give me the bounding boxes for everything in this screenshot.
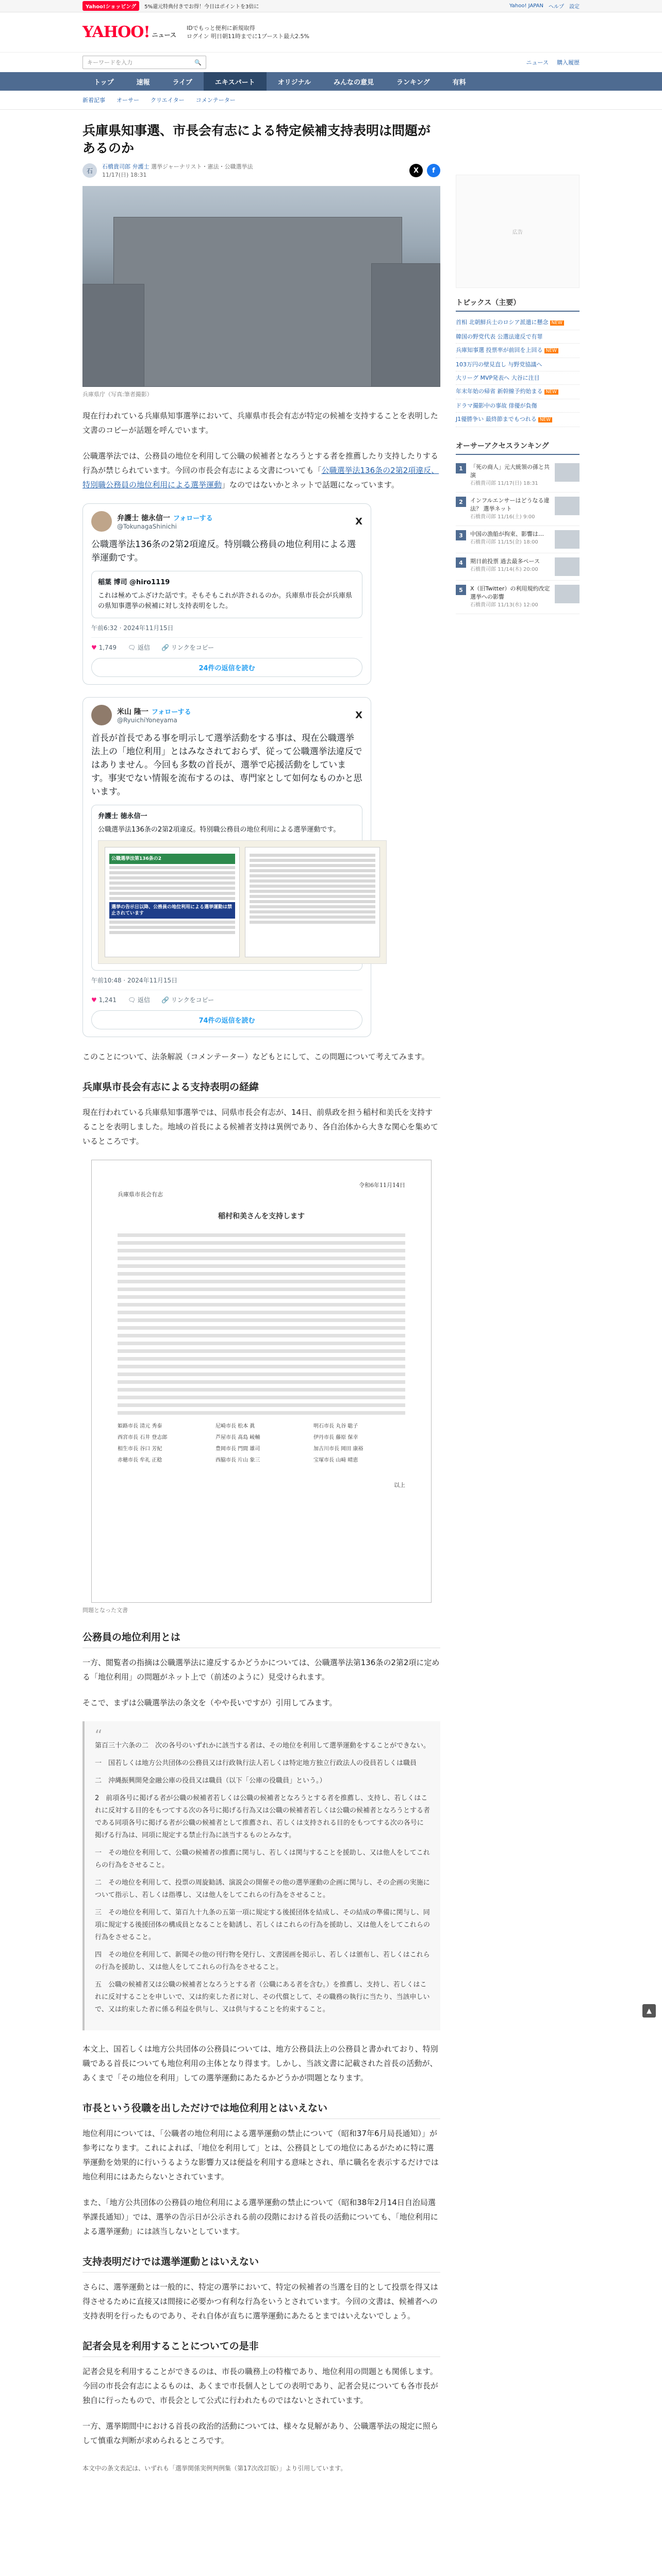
reply-icon: 🗨 [127,644,136,651]
ranking-thumbnail [555,497,580,515]
search-input[interactable]: キーワードを入力 🔍 [82,56,206,69]
paragraph-8: 地位利用については、「公職者の地位利用による選挙運動の禁止について（昭和37年6月局長通知）」が参考になります。これによれば、「地位を利用して」とは、公務員としての地位にあるがために特に選挙運動を効果的に行いうるような影響力又は便益を利用する意味とされ、単に職名を表示するだけでは地位利用にはあたらないとされています。 [82,2129,439,2181]
ranking-item[interactable]: 3 中国の漁船が拘束、影響は… 石橋貴司郎 11/15(金) 18:00 [456,526,580,553]
nav-original[interactable]: オリジナル [277,78,311,87]
copy-link-action[interactable]: 🔗 リンクをコピー [161,644,214,651]
reply-icon: 🗨 [127,996,136,1004]
tweet-handle[interactable]: @RyuichiYoneyama [117,717,177,724]
search-icon[interactable]: 🔍 [194,59,202,66]
copy-link-action[interactable]: 🔗 リンクをコピー [161,996,214,1004]
yahoo-news-logo[interactable]: YAHOO! ニュース [82,23,176,41]
embedded-tweet-2 [82,697,371,1037]
section-heading-5: 記者会見を利用することについての是非 [82,2338,440,2357]
heart-icon: ♥ [91,643,97,651]
tweet-time[interactable]: 午前6:32 · 2024年11月15日 [91,623,362,638]
article-date: 11/17(日) 18:31 [102,172,147,178]
facebook-share-icon[interactable]: f [427,164,440,177]
subnav-new[interactable]: 新着記事 [82,97,105,104]
subnav-author[interactable]: オーサー [117,97,139,104]
ranking-heading: オーサーアクセスランキング [456,437,580,455]
paragraph-2: 公職選挙法では、公務員の地位を利用して公職の候補者となろうとする者を推薦したり支持したりする行為が禁じられています。今回の市長会有志による文書についても「公職選挙法136条の2第2項違反、特別職公務員の地位利用による選挙運動」なのではないかとネットで話題になっています。 [82,451,439,489]
link-icon: 🔗 [161,644,169,651]
promo-text[interactable]: 5%還元特典付きでお得！今日はポイントを3倍に [144,4,259,10]
tweet-text: 公職選挙法136条の2第2項違反。特別職公務員の地位利用による選挙運動です。 [91,539,356,563]
reply-action[interactable]: 🗨 返信 [127,644,151,651]
nav-opinion[interactable]: みんなの意見 [333,78,374,87]
ranking-thumbnail [555,585,580,603]
paragraph-5: 一方、閲覧者の指摘は公職選挙法に違反するかどうかについては、公職選挙法第136条の2第2項に定める「地位利用」の問題がネット上で（前述のように）見受けられます。 [82,1658,440,1682]
link-icon: 🔗 [161,996,169,1004]
nav-paid[interactable]: 有料 [452,78,466,87]
ranking-item[interactable]: 5 X（旧Twitter）の利用規約改定 選挙への影響 石橋貴司郎 11/13(水) 12:00 [456,581,580,614]
x-share-icon[interactable]: X [409,164,423,177]
ranking-list [456,459,580,614]
settings-link[interactable]: 設定 [569,4,580,10]
topics-list [456,316,580,427]
nav-expert[interactable]: エキスパート [204,72,267,91]
topic-item[interactable]: 首相 北朝鮮兵士のロシア派遣に懸念 NEW [456,316,580,330]
login-notice[interactable]: IDでもっと便利に新規取得 ログイン 明日朝11時までに1ブースト最大2.5% [186,24,309,40]
purchase-history-link[interactable]: 購入履歴 [557,59,580,66]
author-avatar[interactable]: 石 [82,163,97,178]
topic-item[interactable]: 兵庫知事選 投票率が前回を上回る NEW [456,344,580,358]
paragraph-12: 一方、選挙期間中における首長の政治的活動については、様々な見解があり、公職選挙法の規定に照らして慎重な判断が求められるところです。 [82,2421,438,2445]
follow-button[interactable]: フォローする [151,708,191,716]
article-meta [82,162,440,179]
paragraph-3: このことについて、法条解説（コメンテーター）などもとにして、この問題について考えてみます。 [82,1052,429,1061]
site-header [0,12,662,53]
author-role: 選挙ジャーナリスト・憲法・公職選挙法 [151,163,253,170]
topics-heading: トピックス（主要） [456,294,580,312]
topic-item[interactable]: 年末年始の帰省 新幹線予約始まる NEW [456,385,580,399]
ranking-item[interactable]: 4 期日前投票 過去最多ペース 石橋貴司郎 11/14(木) 20:00 [456,553,580,581]
quoted-tweet[interactable]: 弁護士 徳永信一 公職選挙法136条の2第2項違反。特別職公務員の地位利用による選挙運動です。 公職選挙法第136条の2 選挙の告示日以降、公務員の地位利用による選挙運動は禁止されています [91,805,362,971]
section-heading-2: 公務員の地位利用とは [82,1630,440,1648]
tweet-handle[interactable]: @TokunagaShinichi [117,523,177,530]
top-utility-bar [0,0,662,12]
paragraph-1: 現在行われている兵庫県知事選挙において、兵庫県市長会有志が特定の候補を支持することを表明した文書のコピーが話題を呼んでいます。 [82,411,438,435]
like-action[interactable]: ♥ 1,749 [91,643,117,651]
ranking-thumbnail [555,557,580,576]
topic-item[interactable]: ドラマ撮影中の事故 俳優が負傷 [456,399,580,413]
section-heading-4: 支持表明だけでは選挙運動とはいえない [82,2254,440,2273]
topic-item[interactable]: 大リーグ MVP発表へ 大谷に注目 [456,371,580,385]
nav-breaking[interactable]: 速報 [136,78,150,87]
nav-ranking[interactable]: ランキング [396,78,430,87]
paragraph-7: 本文上、国若しくは地方公共団体の公務員については、地方公務員法上の公務員と書かれており、特別職である首長についても地位利用の主体となり得ます。しかし、当該文書に記載された首長の活動が、あくまで「その地位を利用」しての選挙運動にあたるかどうかが問題となります。 [82,2044,438,2082]
ranking-thumbnail [555,530,580,549]
topic-item[interactable]: 103万円の壁見直し 与野党協議へ [456,358,580,371]
section-heading-1: 兵庫県市長会有志による支持表明の経緯 [82,1079,440,1098]
quote-mark-icon: “ [95,1726,103,1743]
nav-top[interactable]: トップ [94,78,114,87]
article-photo [82,186,440,387]
read-replies-button[interactable]: 24件の返信を読む [91,658,362,677]
x-logo-icon[interactable]: X [355,516,362,527]
heart-icon: ♥ [91,996,97,1004]
paragraph-4: 現在行われている兵庫県知事選挙では、同県市長会有志が、14日、前県政を担う稲村和美氏を支持することを表明しました。地域の首長による候補者支持は異例であり、各自治体から大きな関心を集めているところです。 [82,1108,439,1146]
author-name[interactable]: 石橋貴司郎 弁護士 [102,163,150,170]
help-link[interactable]: ヘルプ [549,4,564,10]
sub-nav [0,91,662,110]
ranking-thumbnail [555,463,580,482]
like-action[interactable]: ♥ 1,241 [91,996,117,1004]
law-quote-block: “ 第百三十六条の二 次の各号のいずれかに該当する者は、その地位を利用して選挙運動をすることができない。 一 国若しくは地方公共団体の公務員又は行政執行法人若しくは特定地方独立行政法人の役員若しくは職員 二 沖縄振興開発金融公庫の役員又は職員（以下「公庫の役職員」という。） 2 前項各号に掲げる者が公職の候補者若しくは公職の候補者となろうとする者を推薦し、支持し、若しくはこれに反対する目的をもつてする次の各号に掲げる行為又は公職の候補者若しくは公職の候補者となろうとする者である同項各号に掲げる者が公職の候補者として推薦され、若しくは支持される目的をもつてする次の各号に掲げる行為は、同項に規定する禁止行為に該当するものとみなす。 一 その地位を利用して、公職の候補者の推薦に関与し、若しくは関与することを援助し、又は他人をしてこれらの行為をさせること。 二 その地位を利用して、投票の周旋勧誘、演説会の開催その他の選挙運動の企画に関与し、その企画の実施について指示し、若しくは指導し、又は他人をしてこれらの行為をさせること。 三 その地位を利用して、第百九十九条の五第一項に規定する後援団体を結成し、その結成の準備に関与し、同項に規定する後援団体の構成員となることを勧誘し、若しくはこれらの行為を援助し、又は他人をしてこれらの行為をさせること。 四 その地位を利用して、新聞その他の刊行物を発行し、文書図画を掲示し、若しくは頒布し、若しくはこれらの行為を援助し、又は他人をしてこれらの行為をさせること。 五 公職の候補者又は公職の候補者となろうとする者（公職にある者を含む。）を推薦し、支持し、若しくはこれに反対することを申しいで、又は約束した者に対し、その代償として、その職務の執行に当たり、当該申しいで、又は約束した者に係る利益を供与し、又は供与することを約束すること。 [82,1721,440,2030]
read-replies-button[interactable]: 74件の返信を読む [91,1010,362,1029]
tweet-avatar[interactable] [91,511,112,532]
ranking-item[interactable]: 2 インフルエンサーはどうなる違法？ 選挙ネット 石橋貴司郎 11/16(土) 9:00 [456,493,580,526]
nav-live[interactable]: ライブ [172,78,192,87]
yahoo-japan-link[interactable]: Yahoo! JAPAN [509,3,543,9]
x-logo-icon[interactable]: X [355,709,362,721]
search-row [0,53,662,72]
reply-action[interactable]: 🗨 返信 [127,996,151,1004]
shopping-brand-link[interactable]: Yahoo!ショッピング [82,1,139,11]
news-link[interactable]: ニュース [526,59,549,66]
follow-button[interactable]: フォローする [173,515,213,522]
tweet-time[interactable]: 午前10:48 · 2024年11月15日 [91,976,362,990]
sidebar-ad[interactable]: 広告 [456,175,580,288]
quoted-tweet[interactable]: 稲葉 博司 @hiro1119 これは極めてふざけた話です。そもそもこれが許されるのか。兵庫県市長会が兵庫県の県知事選挙の候補に対し支持表明をした。 [91,571,362,618]
letter-document-image: 令和6年11月14日 兵庫県市長会有志 稲村和美さんを支持します 姫路市長 清元 秀泰 尼崎市長 松本 眞 明石市長 丸谷 聡子 西宮市長 石井 登志郎 芦屋市長 髙島 崚輔 伊丹市長 藤原 保幸 相生市長 谷口 芳紀 豊岡市長 門間 雄司 加古川市長 岡田 康裕 赤穂市長 牟礼 正稔 西脇市長 片山 象三 宝塚市長 山﨑 晴恵 以上 [91,1160,432,1603]
topic-item[interactable]: 韓国の野党代表 公選法違反で有罪 [456,330,580,344]
law-link[interactable]: 公職選挙法136条の2第2項違反、特別職公務員の地位利用による選挙運動 [82,466,439,489]
section-heading-3: 市長という役職を出しただけでは地位利用とはいえない [82,2100,440,2119]
tweet-author[interactable]: 米山 隆一 [117,708,148,716]
main-nav [0,72,662,91]
paragraph-11: 記者会見を利用することができるのは、市長の職務上の特権であり、地位利用の問題とも関係します。今回の市長会有志によるものは、あくまで市長個人としての表明であり、記者会見についても各市長が独自に行ったもので、市長会として公式に行われたものではないとされています。 [82,2367,438,2405]
photo-caption: 兵庫県庁（写真:筆者撮影） [82,391,153,398]
tweet-text: 首長が首長である事を明示して選挙活動をする事は、現在公職選挙法上の「地位利用」とはみなされておらず、従って公職選挙法違反ではありません。今回も多数の首長が、選挙で応援活動をしています。事実でない情報を流布するのは、専門家として如何なものかと思います。 [91,733,362,797]
subnav-commentator[interactable]: コメンテーター [195,97,236,104]
quoted-document-image: 公職選挙法第136条の2 選挙の告示日以降、公務員の地位利用による選挙運動は禁止されています [98,840,387,964]
tweet-author[interactable]: 弁護士 徳永信一 [117,514,170,522]
paragraph-9: また、「地方公共団体の公務員の地位利用による選挙運動の禁止について（昭和38年2月14日自治局選挙課長通知）」では、選挙の告示日が公示される前の段階における首長の活動についても、「地位利用による選挙運動」には該当しないとしています。 [82,2198,438,2236]
article-main [82,118,440,2484]
subnav-creator[interactable]: クリエイター [151,97,185,104]
back-to-top-icon[interactable]: ▲ [642,2004,656,2018]
paragraph-6: そこで、まずは公職選挙法の条文を（やや長いですが）引用してみます。 [82,1698,337,1707]
sidebar [456,118,580,2484]
article-title: 兵庫県知事選、市長会有志による特定候補支持表明は問題があるのか [82,123,431,156]
tweet-avatar[interactable] [91,705,112,725]
letter-caption: 問題となった文書 [82,1607,128,1614]
article-footnote: 本文中の条文表記は、いずれも「選挙関係実例判例集（第17次改訂版）」より引用しています。 [82,2465,347,2472]
paragraph-10: さらに、選挙運動とは一般的に、特定の選挙において、特定の候補者の当選を目的として投票を得又は得させるために直接又は間接に必要かつ有利な行為をいうとされています。今回の文書は、候補者への支持表明を行ったものであり、それ自体が直ちに選挙運動にあたるとまではいえないでしょう。 [82,2282,438,2320]
topic-item[interactable]: J1優勝争い 最終節までもつれる NEW [456,413,580,427]
ranking-item[interactable]: 1 「死の商人」元大統領の孫と共演 石橋貴司郎 11/17(日) 18:31 [456,459,580,493]
embedded-tweet-1 [82,503,371,685]
